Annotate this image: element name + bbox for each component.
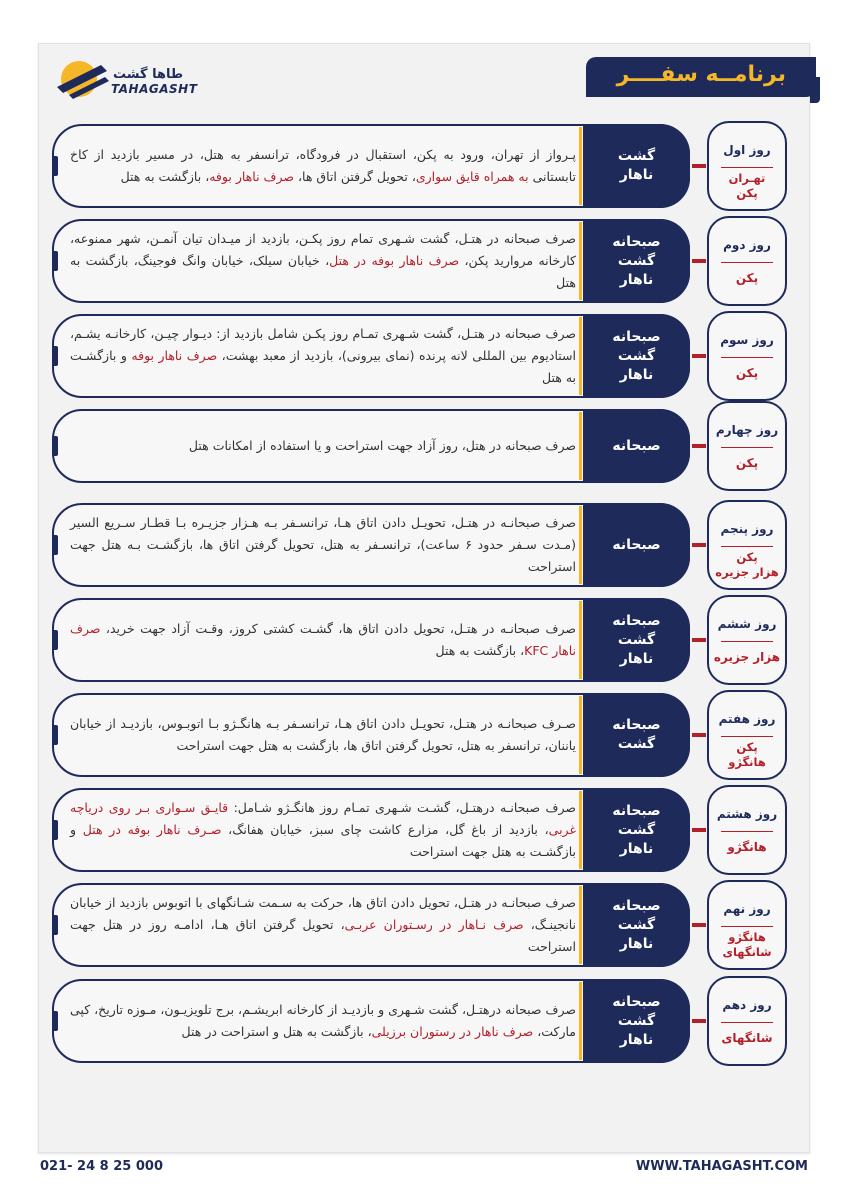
day-city [709, 839, 785, 855]
row-connector [692, 923, 706, 927]
description-text: پـرواز از تهران، ورود به پکن، استقبال در فرودگاه، ترانسفر به هتل، در مسیر بازدید از کاخ تابستانی [70, 147, 576, 184]
activity-item: ناهار [619, 366, 654, 383]
day-activities [583, 979, 690, 1063]
city-name: پکن [735, 271, 759, 285]
day-description [70, 618, 576, 662]
box-edge-tab [52, 725, 58, 745]
day-divider [721, 641, 773, 642]
box-edge-tab [52, 915, 58, 935]
activity-item: ناهار [619, 840, 654, 857]
highlight-text: به همراه قایق سواری [415, 169, 529, 184]
box-edge-tab [52, 346, 58, 366]
box-edge-tab [52, 1011, 58, 1031]
activity-item: ناهار [619, 271, 654, 288]
description-text: ، بازگشت به هتل [435, 643, 525, 658]
city-name: پکن [736, 740, 758, 754]
day-badge [707, 785, 787, 875]
activities-accent-bar [579, 886, 582, 964]
city-name: پکن [735, 456, 759, 470]
description-text: ، تحویل گرفتن اتاق هـا، ادامـه روز در هتل جهت استراحت [70, 917, 576, 954]
page-title: برنامــه سفــــر [616, 62, 786, 87]
activity-item: گشت [617, 631, 656, 648]
activities-accent-bar [579, 412, 582, 480]
itinerary-row [52, 219, 810, 303]
activity-item: صبحانه [612, 897, 661, 914]
day-description [70, 512, 576, 578]
activity-item: صبحانه [612, 328, 661, 345]
highlight-text: صـرف ناهار بوفه در هتل [82, 822, 222, 837]
box-edge-tab [52, 156, 58, 176]
day-badge [707, 880, 787, 970]
city-name: هانگژو [727, 840, 767, 854]
itinerary-row [52, 979, 810, 1063]
highlight-text: صرف ناهار بوفه در هتل [329, 253, 460, 268]
box-edge-tab [52, 535, 58, 555]
day-badge [707, 500, 787, 590]
day-description [70, 999, 576, 1043]
day-label: روز دوم [723, 238, 771, 252]
logo-text-fa: طاها گشت [113, 67, 184, 82]
description-text: صـرف صبحانـه در هتـل، تحویـل دادن اتاق هـا، ترانسـفر بـه هانگـژو بـا اتوبـوس، بازدیـد از خیابان یاننان، ترانسفر به هتل، تحویل گرفتن اتاق ها، بازگشت به هتل جهت استراحت [70, 716, 576, 753]
day-city [709, 550, 785, 580]
row-connector [692, 444, 706, 448]
day-city [709, 740, 785, 770]
day-description [70, 435, 576, 457]
activity-item: صبحانه [612, 233, 661, 250]
city-name: پکن [735, 366, 759, 380]
day-city [709, 1030, 785, 1046]
day-divider [721, 167, 773, 168]
day-activities [583, 788, 690, 872]
activity-item: گشت [617, 347, 656, 364]
day-city [709, 649, 785, 665]
day-divider [721, 831, 773, 832]
day-city [709, 365, 785, 381]
city-name: تهـران [728, 171, 766, 185]
city-name: هانگژو [728, 755, 766, 769]
itinerary-row [52, 788, 810, 872]
day-city [709, 455, 785, 471]
day-divider [721, 546, 773, 547]
row-connector [692, 354, 706, 358]
city-name: پکن [736, 550, 758, 564]
activities-accent-bar [579, 317, 582, 395]
itinerary-row [52, 124, 810, 208]
box-edge-tab [52, 251, 58, 271]
description-text: صرف صبحانـه درهتـل، گشـت شـهری تمـام روز هانگـژو شـامل: [228, 800, 577, 815]
box-edge-tab [52, 436, 58, 456]
city-name: شانگهای [721, 1031, 773, 1045]
day-description [70, 228, 576, 294]
box-edge-tab [52, 630, 58, 650]
day-city [709, 171, 785, 201]
city-name: پکن [736, 186, 758, 200]
day-divider [721, 926, 773, 927]
brand-logo [55, 57, 198, 101]
activities-accent-bar [579, 696, 582, 774]
description-text: و بازگشـت به هتل [70, 348, 576, 385]
day-badge [707, 311, 787, 401]
highlight-text: صرف ناهار بوفه [131, 348, 218, 363]
day-label: روز سوم [720, 333, 774, 347]
day-description [70, 797, 576, 863]
day-label: روز پنجم [720, 522, 774, 536]
description-text: ، بازگشت به هتل [120, 169, 210, 184]
day-city [709, 930, 785, 960]
day-activities [583, 693, 690, 777]
day-divider [721, 736, 773, 737]
activity-item: ناهار [619, 167, 654, 183]
page-title-banner [586, 57, 816, 97]
description-text: ، خیابان سیلک، خیابان وانگ فوجینگ، بازگشت به هتل [70, 253, 576, 290]
highlight-text: صرف ناهار KFC [70, 621, 576, 658]
activity-item: گشت [617, 252, 656, 269]
description-text: ، بازگشت به هتل و استراحت در هتل [181, 1024, 372, 1039]
activity-item: گشت [617, 736, 656, 752]
city-name: شانگهای [722, 945, 772, 959]
activity-item: صبحانه [612, 612, 661, 629]
day-divider [721, 447, 773, 448]
day-label: روز اول [723, 143, 771, 157]
description-text: صرف صبحانـه در هتـل، تحویـل دادن اتاق هـا، ترانسـفر بـه هـزار جزیـره بـا قطـار سـریع السیر (مـدت سـفر حدود ۶ ساعت)، ترانسـفر به هتل، تحویل گرفتن اتاق ها، بازگشـت بـه هتل جهت استراحت [70, 515, 576, 574]
description-text: صرف صبحانـه در هتـل، تحویل دادن اتاق ها، حرکت به سـمت شـانگهای با اتوبوس بازدید از خیابان نانجینـگ، [70, 895, 576, 932]
day-description [70, 892, 576, 958]
activity-item: صبحانه [612, 536, 661, 553]
activities-accent-bar [579, 222, 582, 300]
itinerary-row [52, 598, 810, 682]
day-activities [583, 409, 690, 483]
activity-item: ناهار [619, 650, 654, 667]
activity-item: گشت [617, 1012, 656, 1029]
logo-text-en: TAHAGASHT [111, 82, 198, 96]
activities-accent-bar [579, 127, 582, 205]
activity-item: صبحانه [612, 993, 661, 1010]
day-divider [721, 1022, 773, 1023]
logo-mark-icon [55, 57, 113, 101]
row-connector [692, 828, 706, 832]
day-label: روز دهم [722, 998, 772, 1012]
description-text: و بازگشـت به هتل جهت استراحت [70, 822, 576, 859]
activities-accent-bar [579, 982, 582, 1060]
activities-accent-bar [579, 506, 582, 584]
highlight-text: صرف ناهار در رستوران برزیلی [371, 1024, 534, 1039]
description-text: صرف صبحانه در هتل، روز آزاد جهت استراحت و یا استفاده از امکانات هتل [188, 438, 576, 453]
activity-item: صبحانه [612, 437, 661, 454]
footer-phone: 021- 24 8 25 000 [40, 1159, 163, 1174]
day-activities [583, 219, 690, 303]
day-activities [583, 503, 690, 587]
description-text: صرف صبحانه در هتـل، گشت شـهری تمـام روز پکـن شامل بازدید از: دیـوار چیـن، کارخانـه یشـم، استادیوم بین المللی لانه پرنده (نمای بیرونی)، بازدید از معبد بهشت، [70, 326, 576, 363]
row-connector [692, 259, 706, 263]
highlight-text: صرف ناهار بوفه [209, 169, 294, 184]
day-label: روز هفتم [718, 712, 776, 726]
row-connector [692, 1019, 706, 1023]
highlight-text: قایـق سـواری بـر روی دریاچه غربی [70, 800, 576, 837]
box-edge-tab [52, 820, 58, 840]
day-activities [583, 883, 690, 967]
activity-item: ناهار [619, 935, 654, 952]
day-activities [583, 598, 690, 682]
itinerary-row [52, 409, 810, 483]
activities-accent-bar [579, 601, 582, 679]
row-connector [692, 543, 706, 547]
city-name: هزار جزیره [713, 650, 781, 664]
activity-item: گشت [617, 821, 656, 838]
activity-item: گشت [617, 916, 656, 933]
day-activities [583, 314, 690, 398]
activity-item: صبحانه [612, 802, 661, 819]
day-badge [707, 401, 787, 491]
activities-accent-bar [579, 791, 582, 869]
day-city [709, 270, 785, 286]
day-label: روز نهم [723, 902, 771, 916]
activity-item: ناهار [619, 1031, 654, 1048]
row-connector [692, 164, 706, 168]
day-description [70, 323, 576, 389]
itinerary-row [52, 314, 810, 398]
row-connector [692, 638, 706, 642]
day-activities [583, 124, 690, 208]
city-name: هانگژو [728, 930, 766, 944]
day-badge [707, 216, 787, 306]
activity-item: گشت [617, 148, 656, 164]
row-connector [692, 733, 706, 737]
description-text: صرف صبحانـه در هتـل، تحویل دادن اتاق ها، گشـت کشتی کروز، وقـت آزاد جهت خرید، [100, 621, 576, 636]
description-text: صرف صبحانه در هتـل، گشت شـهری تمام روز پکـن، بازدید از میـدان تیان آنمـن، شهر ممنوعه، کارخانه مروارید پکن، [70, 231, 576, 268]
description-text: ، تحویل گرفتن اتاق ها، [294, 169, 416, 184]
highlight-text: صرف نـاهار در رسـتوران عربـی [344, 917, 524, 932]
day-description [70, 144, 576, 188]
description-text: ، بازدید از باغ گل، مزارع کاشت چای سبز، خیابان هفانگ، [221, 822, 549, 837]
itinerary-row [52, 883, 810, 967]
description-text: صرف صبحانه درهتـل، گشت شـهری و بازدیـد از کارخانه ابریشـم، برج تلویزیـون، مـوزه تاریخ، کپی مارکت، [70, 1002, 576, 1039]
day-label: روز ششم [717, 617, 777, 631]
day-badge [707, 595, 787, 685]
day-badge [707, 690, 787, 780]
footer-website: WWW.TAHAGASHT.COM [635, 1159, 808, 1174]
title-accent [810, 77, 820, 103]
day-badge [707, 976, 787, 1066]
day-label: روز چهارم [715, 423, 779, 437]
day-badge [707, 121, 787, 211]
activity-item: صبحانه [612, 717, 661, 733]
day-divider [721, 262, 773, 263]
itinerary-row [52, 693, 810, 777]
city-name: هزار جزیره [715, 565, 779, 579]
day-description [70, 713, 576, 757]
day-divider [721, 357, 773, 358]
day-label: روز هشتم [716, 807, 778, 821]
itinerary-row [52, 503, 810, 587]
